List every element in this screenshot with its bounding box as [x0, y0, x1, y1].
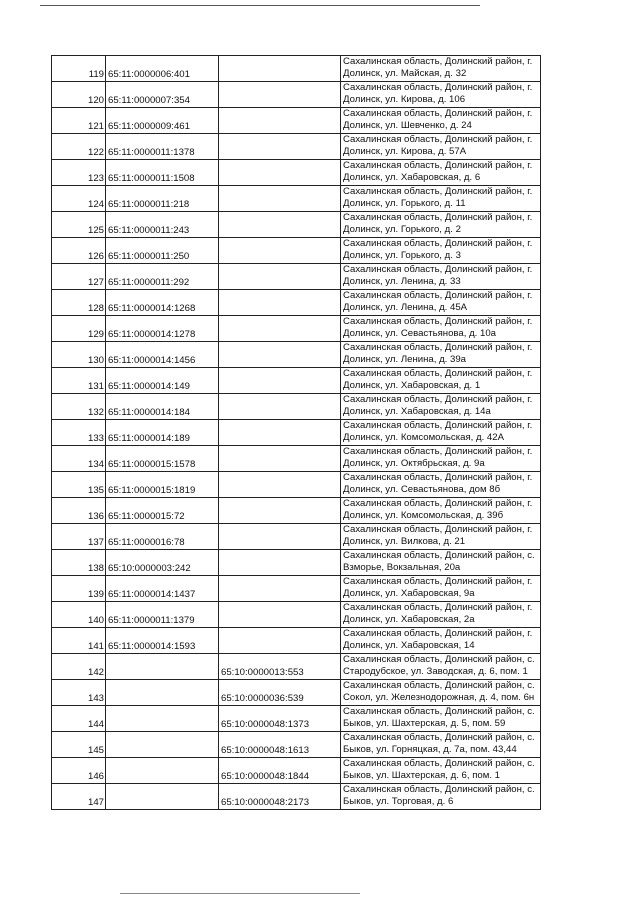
address-line-1: Сахалинская область, Долинский район, с.	[343, 680, 535, 691]
row-number: 145	[52, 732, 106, 758]
premises-cadastral-number-cell: 65:10:0000013:553	[219, 654, 341, 680]
address-cell	[341, 134, 541, 160]
address-line-1: Сахалинская область, Долинский район, с.	[343, 784, 535, 795]
address-cell	[341, 498, 541, 524]
property-table-body	[52, 56, 541, 810]
table-row	[52, 706, 541, 732]
address-cell	[341, 550, 541, 576]
table-row	[52, 654, 541, 680]
address-line-1: Сахалинская область, Долинский район, г.	[343, 446, 533, 457]
address-line-1: Сахалинская область, Долинский район, с.	[343, 732, 535, 743]
address-cell	[341, 420, 541, 446]
table-row	[52, 446, 541, 472]
table-row	[52, 186, 541, 212]
address-cell	[341, 212, 541, 238]
address-line-2: Долинск, ул. Горького, д. 3	[343, 250, 461, 261]
cadastral-number-cell: 65:10:0000003:242	[106, 550, 219, 576]
cadastral-number-cell: 65:11:0000011:292	[106, 264, 219, 290]
row-number: 139	[52, 576, 106, 602]
address-line-2: Долинск, ул. Ленина, д. 39а	[343, 354, 467, 365]
row-number: 129	[52, 316, 106, 342]
row-number: 134	[52, 446, 106, 472]
table-row	[52, 368, 541, 394]
premises-cadastral-number-cell	[219, 134, 341, 160]
address-cell	[341, 368, 541, 394]
cadastral-number-cell	[106, 654, 219, 680]
table-row	[52, 758, 541, 784]
premises-cadastral-number-cell: 65:10:0000048:2173	[219, 784, 341, 810]
address-line-2: Долинск, ул. Комсомольская, д. 42А	[343, 432, 504, 443]
address-line-2: Быков, ул. Торговая, д. 6	[343, 796, 454, 807]
address-cell	[341, 316, 541, 342]
row-number: 147	[52, 784, 106, 810]
table-row	[52, 290, 541, 316]
address-line-1: Сахалинская область, Долинский район, г.	[343, 368, 533, 379]
address-line-2: Долинск, ул. Хабаровская, 9а	[343, 588, 475, 599]
address-cell	[341, 680, 541, 706]
row-number: 130	[52, 342, 106, 368]
cadastral-number-cell: 65:11:0000015:72	[106, 498, 219, 524]
address-line-1: Сахалинская область, Долинский район, г.	[343, 316, 533, 327]
cadastral-number-cell: 65:11:0000014:1278	[106, 316, 219, 342]
cadastral-number-cell: 65:11:0000011:250	[106, 238, 219, 264]
address-cell	[341, 706, 541, 732]
address-cell	[341, 524, 541, 550]
address-cell	[341, 186, 541, 212]
cadastral-number-cell: 65:11:0000016:78	[106, 524, 219, 550]
address-cell	[341, 108, 541, 134]
address-line-2: Долинск, ул. Хабаровская, д. 14а	[343, 406, 491, 417]
cadastral-number-cell: 65:11:0000014:1437	[106, 576, 219, 602]
address-line-1: Сахалинская область, Долинский район, г.	[343, 498, 533, 509]
table-row	[52, 212, 541, 238]
cadastral-number-cell: 65:11:0000006:401	[106, 56, 219, 82]
address-line-1: Сахалинская область, Долинский район, с.	[343, 706, 535, 717]
premises-cadastral-number-cell	[219, 342, 341, 368]
address-line-1: Сахалинская область, Долинский район, с.	[343, 550, 535, 561]
address-line-1: Сахалинская область, Долинский район, г.	[343, 472, 533, 483]
row-number: 127	[52, 264, 106, 290]
address-line-1: Сахалинская область, Долинский район, г.	[343, 628, 533, 639]
address-line-2: Долинск, ул. Кирова, д. 106	[343, 94, 466, 105]
cadastral-number-cell	[106, 758, 219, 784]
property-table	[51, 55, 541, 810]
table-row	[52, 108, 541, 134]
address-line-1: Сахалинская область, Долинский район, г.	[343, 420, 533, 431]
cadastral-number-cell: 65:11:0000014:189	[106, 420, 219, 446]
cadastral-number-cell: 65:11:0000014:184	[106, 394, 219, 420]
cadastral-number-cell	[106, 680, 219, 706]
table-row	[52, 420, 541, 446]
premises-cadastral-number-cell	[219, 160, 341, 186]
cadastral-number-cell: 65:11:0000011:1379	[106, 602, 219, 628]
premises-cadastral-number-cell	[219, 602, 341, 628]
row-number: 121	[52, 108, 106, 134]
row-number: 144	[52, 706, 106, 732]
address-cell	[341, 576, 541, 602]
address-line-2: Долинск, ул. Комсомольская, д. 39б	[343, 510, 504, 521]
table-row	[52, 628, 541, 654]
address-cell	[341, 290, 541, 316]
row-number: 140	[52, 602, 106, 628]
address-cell	[341, 628, 541, 654]
row-number: 125	[52, 212, 106, 238]
address-line-2: Долинск, ул. Ленина, д. 33	[343, 276, 461, 287]
address-line-2: Долинск, ул. Кирова, д. 57А	[343, 146, 467, 157]
address-line-2: Долинск, ул. Майская, д. 32	[343, 68, 467, 79]
cadastral-number-cell: 65:11:0000014:1593	[106, 628, 219, 654]
address-line-1: Сахалинская область, Долинский район, г.	[343, 212, 533, 223]
address-cell	[341, 758, 541, 784]
address-line-1: Сахалинская область, Долинский район, г.	[343, 524, 533, 535]
row-number: 142	[52, 654, 106, 680]
premises-cadastral-number-cell	[219, 108, 341, 134]
table-row	[52, 134, 541, 160]
premises-cadastral-number-cell: 65:10:0000048:1844	[219, 758, 341, 784]
table-row	[52, 680, 541, 706]
premises-cadastral-number-cell: 65:10:0000048:1373	[219, 706, 341, 732]
row-number: 143	[52, 680, 106, 706]
address-line-2: Долинск, ул. Севастьянова, д. 10а	[343, 328, 497, 339]
cadastral-number-cell: 65:11:0000011:218	[106, 186, 219, 212]
cadastral-number-cell: 65:11:0000011:243	[106, 212, 219, 238]
row-number: 146	[52, 758, 106, 784]
row-number: 135	[52, 472, 106, 498]
premises-cadastral-number-cell: 65:10:0000036:539	[219, 680, 341, 706]
address-line-1: Сахалинская область, Долинский район, г.	[343, 576, 533, 587]
premises-cadastral-number-cell: 65:10:0000048:1613	[219, 732, 341, 758]
table-row	[52, 82, 541, 108]
address-line-1: Сахалинская область, Долинский район, г.	[343, 394, 533, 405]
table-row	[52, 316, 541, 342]
cadastral-number-cell: 65:11:0000011:1378	[106, 134, 219, 160]
row-number: 137	[52, 524, 106, 550]
row-number: 119	[52, 56, 106, 82]
address-cell	[341, 446, 541, 472]
cadastral-number-cell	[106, 706, 219, 732]
address-line-2: Быков, ул. Горняцкая, д. 7а, пом. 43,44	[343, 744, 517, 755]
table-row	[52, 602, 541, 628]
address-line-1: Сахалинская область, Долинский район, г.	[343, 134, 533, 145]
premises-cadastral-number-cell	[219, 316, 341, 342]
address-line-2: Долинск, ул. Хабаровская, д. 1	[343, 380, 481, 391]
row-number: 128	[52, 290, 106, 316]
address-line-1: Сахалинская область, Долинский район, г.	[343, 290, 533, 301]
address-cell	[341, 602, 541, 628]
row-number: 138	[52, 550, 106, 576]
cadastral-number-cell: 65:11:0000014:1268	[106, 290, 219, 316]
cadastral-number-cell: 65:11:0000014:149	[106, 368, 219, 394]
address-line-2: Взморье, Вокзальная, 20а	[343, 562, 461, 573]
address-line-2: Долинск, ул. Хабаровская, 2а	[343, 614, 475, 625]
table-row	[52, 264, 541, 290]
table-row	[52, 576, 541, 602]
cadastral-number-cell: 65:11:0000015:1578	[106, 446, 219, 472]
table-row	[52, 394, 541, 420]
row-number: 120	[52, 82, 106, 108]
table-row	[52, 498, 541, 524]
address-line-2: Долинск, ул. Вилкова, д. 21	[343, 536, 466, 547]
premises-cadastral-number-cell	[219, 368, 341, 394]
row-number: 132	[52, 394, 106, 420]
premises-cadastral-number-cell	[219, 212, 341, 238]
cadastral-number-cell	[106, 784, 219, 810]
address-cell	[341, 472, 541, 498]
premises-cadastral-number-cell	[219, 498, 341, 524]
address-cell	[341, 394, 541, 420]
address-cell	[341, 342, 541, 368]
table-row	[52, 238, 541, 264]
address-line-1: Сахалинская область, Долинский район, г.	[343, 56, 533, 67]
address-line-2: Долинск, ул. Севастьянова, дом 8б	[343, 484, 501, 495]
address-cell	[341, 82, 541, 108]
row-number: 136	[52, 498, 106, 524]
table-row	[52, 550, 541, 576]
premises-cadastral-number-cell	[219, 446, 341, 472]
table-row	[52, 160, 541, 186]
address-cell	[341, 654, 541, 680]
premises-cadastral-number-cell	[219, 264, 341, 290]
premises-cadastral-number-cell	[219, 394, 341, 420]
address-line-2: Долинск, ул. Ленина, д. 45А	[343, 302, 468, 313]
table-row	[52, 524, 541, 550]
address-line-2: Долинск, ул. Хабаровская, д. 6	[343, 172, 481, 183]
address-cell	[341, 264, 541, 290]
address-line-1: Сахалинская область, Долинский район, г.	[343, 108, 533, 119]
premises-cadastral-number-cell	[219, 420, 341, 446]
address-line-2: Долинск, ул. Хабаровская, 14	[343, 640, 475, 651]
premises-cadastral-number-cell	[219, 82, 341, 108]
bottom-scan-edge	[120, 893, 360, 894]
premises-cadastral-number-cell	[219, 186, 341, 212]
address-line-2: Стародубское, ул. Заводская, д. 6, пом. 1	[343, 666, 528, 677]
premises-cadastral-number-cell	[219, 472, 341, 498]
address-line-2: Долинск, ул. Шевченко, д. 24	[343, 120, 472, 131]
address-line-2: Долинск, ул. Горького, д. 11	[343, 198, 466, 209]
address-cell	[341, 784, 541, 810]
address-cell	[341, 56, 541, 82]
table-row	[52, 784, 541, 810]
address-line-1: Сахалинская область, Долинский район, с.	[343, 758, 535, 769]
table-row	[52, 732, 541, 758]
row-number: 133	[52, 420, 106, 446]
cadastral-number-cell	[106, 732, 219, 758]
premises-cadastral-number-cell	[219, 550, 341, 576]
address-line-1: Сахалинская область, Долинский район, с.	[343, 654, 535, 665]
address-line-1: Сахалинская область, Долинский район, г.	[343, 82, 533, 93]
table-row	[52, 342, 541, 368]
cadastral-number-cell: 65:11:0000009:461	[106, 108, 219, 134]
cadastral-number-cell: 65:11:0000015:1819	[106, 472, 219, 498]
premises-cadastral-number-cell	[219, 56, 341, 82]
address-line-1: Сахалинская область, Долинский район, г.	[343, 186, 533, 197]
row-number: 122	[52, 134, 106, 160]
row-number: 126	[52, 238, 106, 264]
address-line-1: Сахалинская область, Долинский район, г.	[343, 238, 533, 249]
premises-cadastral-number-cell	[219, 524, 341, 550]
address-cell	[341, 238, 541, 264]
address-line-1: Сахалинская область, Долинский район, г.	[343, 160, 533, 171]
cadastral-number-cell: 65:11:0000007:354	[106, 82, 219, 108]
table-row	[52, 472, 541, 498]
address-line-2: Долинск, ул. Октябрьская, д. 9а	[343, 458, 485, 469]
cadastral-number-cell: 65:11:0000011:1508	[106, 160, 219, 186]
row-number: 141	[52, 628, 106, 654]
top-scan-edge	[40, 5, 480, 6]
premises-cadastral-number-cell	[219, 628, 341, 654]
premises-cadastral-number-cell	[219, 290, 341, 316]
row-number: 131	[52, 368, 106, 394]
address-line-1: Сахалинская область, Долинский район, г.	[343, 602, 533, 613]
address-cell	[341, 732, 541, 758]
premises-cadastral-number-cell	[219, 576, 341, 602]
cadastral-number-cell: 65:11:0000014:1456	[106, 342, 219, 368]
row-number: 124	[52, 186, 106, 212]
address-line-2: Сокол, ул. Железнодорожная, д. 4, пом. 6н	[343, 692, 535, 703]
address-line-2: Быков, ул. Шахтерская, д. 5, пом. 59	[343, 718, 506, 729]
address-line-1: Сахалинская область, Долинский район, г.	[343, 264, 533, 275]
row-number: 123	[52, 160, 106, 186]
address-line-2: Долинск, ул. Горького, д. 2	[343, 224, 461, 235]
address-line-1: Сахалинская область, Долинский район, г.	[343, 342, 533, 353]
table-row	[52, 56, 541, 82]
address-line-2: Быков, ул. Шахтерская, д. 6, пом. 1	[343, 770, 501, 781]
address-cell	[341, 160, 541, 186]
premises-cadastral-number-cell	[219, 238, 341, 264]
